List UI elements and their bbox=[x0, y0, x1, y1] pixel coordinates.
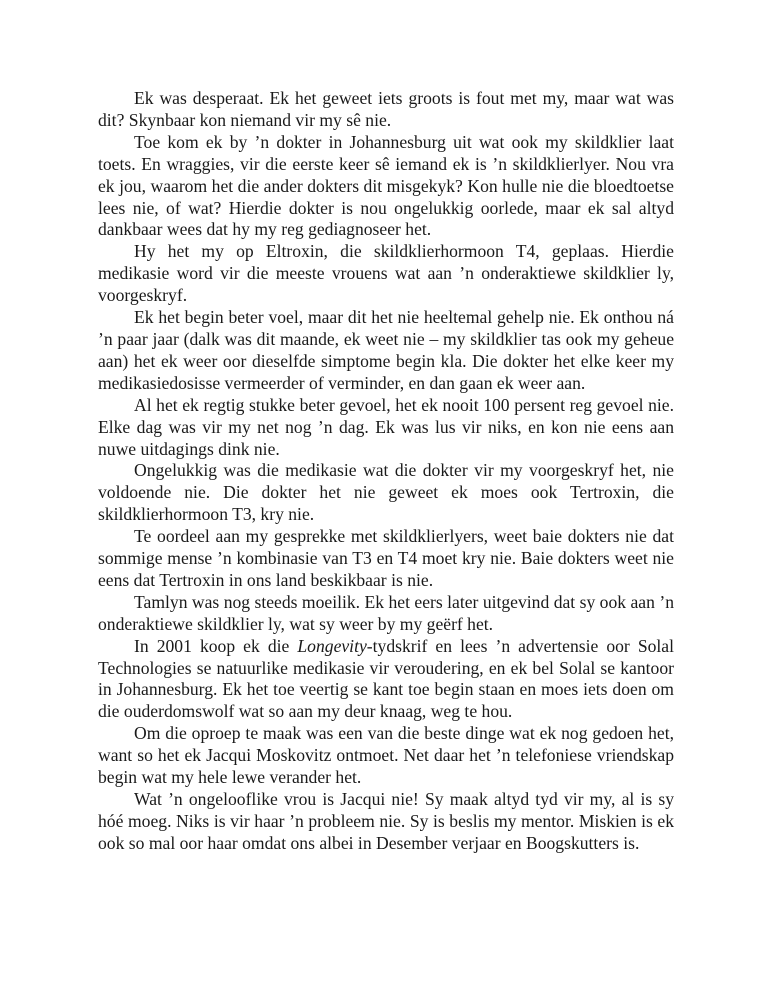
paragraph-9-before: In 2001 koop ek die bbox=[134, 635, 298, 656]
page-body bbox=[98, 88, 674, 855]
paragraph-9 bbox=[98, 636, 674, 724]
paragraph-2: Toe kom ek by ’n dokter in Johannesburg uit wat ook my skildklier laat toets. En wraggies, vir die eerste keer sê iemand ek is ’n skildklierlyer. Nou vra ek jou, waarom het die ander dokters dit misgekyk? Kon hulle nie die bloedtoetse lees nie, of wat? Hierdie dokter is nou ongelukkig oorlede, maar ek sal altyd dankbaar wees dat hy my reg gediagnoseer het. bbox=[98, 131, 674, 240]
paragraph-8: Tamlyn was nog steeds moeilik. Ek het eers later uitgevind dat sy ook aan ’n onderaktiewe skildklier ly, wat sy weer by my geërf het. bbox=[98, 591, 674, 634]
paragraph-11: Wat ’n ongelooflike vrou is Jacqui nie! Sy maak altyd tyd vir my, al is sy hóé moeg. Niks is vir haar ’n probleem nie. Sy is beslis my mentor. Miskien is ek ook so mal oor haar omdat ons albei in Desember verjaar en Boogskutters is. bbox=[98, 789, 674, 853]
paragraph-7: Te oordeel aan my gesprekke met skildklierlyers, weet baie dokters nie dat sommige mense ’n kombinasie van T3 en T4 moet kry nie. Baie dokters weet nie eens dat Tertroxin in ons land beskikbaar is nie. bbox=[98, 526, 674, 590]
paragraph-3: Hy het my op Eltroxin, die skildklierhormoon T4, geplaas. Hierdie medikasie word vir die meeste vrouens wat aan ’n onderaktiewe skildklier ly, voorgeskryf. bbox=[98, 241, 674, 306]
paragraph-4: Ek het begin beter voel, maar dit het nie heeltemal gehelp nie. Ek onthou ná ’n paar jaar (dalk was dit maande, ek weet nie – my skildklier tas ook my geheue aan) het ek weer oor dieselfde simptome begin kla. Die dokter het elke keer my medikasiedosisse vermeerder of verminder, en dan gaan ek weer aan. bbox=[98, 307, 674, 393]
paragraph-10: Om die oproep te maak was een van die beste dinge wat ek nog gedoen het, want so het ek Jacqui Moskovitz ontmoet. Net daar het ’n telefoniese vriendskap begin wat my hele lewe verander het. bbox=[98, 723, 674, 788]
paragraph-9-after: -tydskrif en lees ’n advertensie oor Solal Technologies se natuurlike medikasie vir veroudering, en ek bel Solal se kantoor in Johannesburg. Ek het toe veertig se kant toe begin staan en moes iets doen om die ouderdomswolf wat so aan my deur knaag, weg te hou. bbox=[98, 635, 675, 722]
paragraph-1: Ek was desperaat. Ek het geweet iets groots is fout met my, maar wat was dit? Skynbaar kon niemand vir my sê nie. bbox=[98, 88, 674, 130]
magazine-title: Longevity bbox=[297, 635, 367, 656]
paragraph-5: Al het ek regtig stukke beter gevoel, het ek nooit 100 persent reg gevoel nie. Elke dag was vir my net nog ’n dag. Ek was lus vir niks, en kon nie eens aan nuwe uitdagings dink nie. bbox=[98, 394, 674, 459]
paragraph-6: Ongelukkig was die medikasie wat die dokter vir my voorgeskryf het, nie voldoende nie. Die dokter het nie geweet ek moes ook Tertroxin, die skildklierhormoon T3, kry nie. bbox=[98, 460, 674, 525]
